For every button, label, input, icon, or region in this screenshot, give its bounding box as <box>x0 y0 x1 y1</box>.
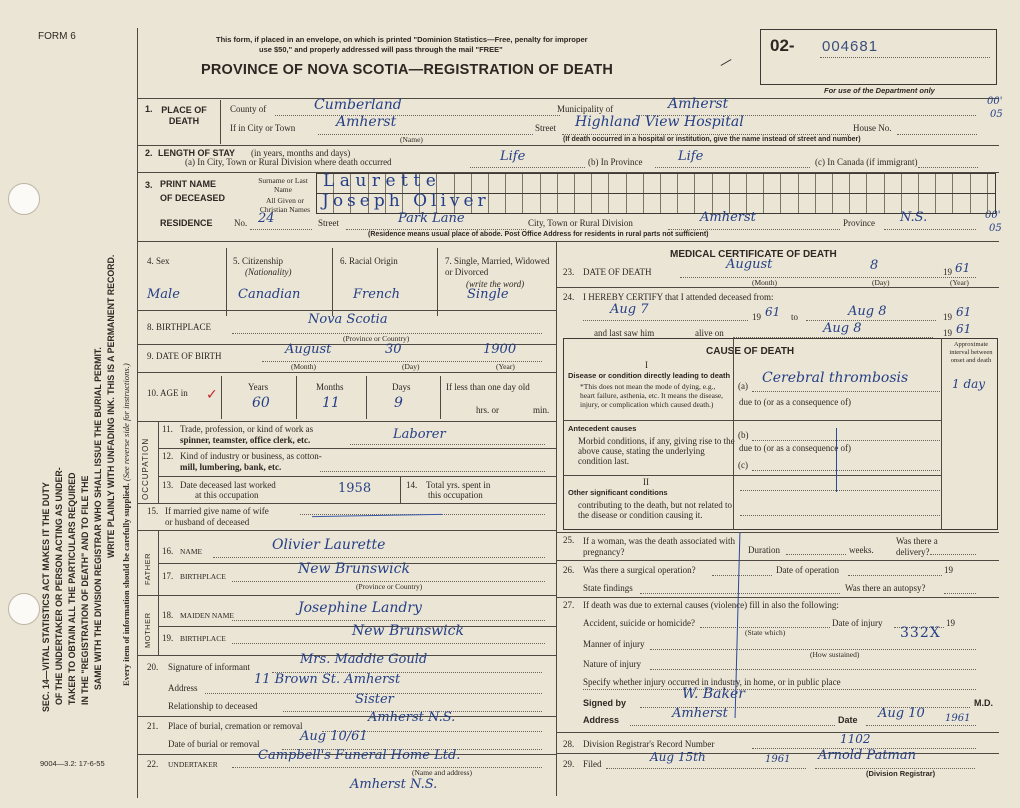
roman-two: II <box>643 477 649 487</box>
letter-cell-divider <box>643 174 644 193</box>
registrar-caption: (Division Registrar) <box>866 769 936 778</box>
municipality-value: Amherst <box>668 96 729 112</box>
birthplace-caption: (Province or Country) <box>343 334 410 343</box>
letter-cell-divider <box>763 174 764 193</box>
death-month-caption: (Month) <box>752 278 777 287</box>
surname-value: Laurette <box>323 171 442 191</box>
undertaker-value: Campbell's Funeral Home Ltd. <box>258 748 461 763</box>
place-label: PLACE OF DEATH <box>161 105 207 126</box>
letter-cell-divider <box>918 174 919 193</box>
signed-address: Amherst <box>672 706 728 721</box>
cause-b-label: (b) <box>738 430 749 440</box>
residence-label: RESIDENCE <box>160 218 213 228</box>
stay-a-value: Life <box>500 149 526 164</box>
years-spent-label-2: this occupation <box>428 490 483 500</box>
cause-title: CAUSE OF DEATH <box>706 346 795 357</box>
name-num: 3. <box>145 180 153 190</box>
state-which-caption: (State which) <box>745 628 786 637</box>
letter-cell-divider <box>866 174 867 193</box>
punch-hole-bottom <box>8 593 40 625</box>
registration-prefix: 02- <box>770 36 795 55</box>
record-label: Division Registrar's Record Number <box>583 739 715 749</box>
side-instructions-line-6: WRITE PLAINLY WITH UNFADING INK. THIS IS A PERMANENT RECORD. <box>106 254 116 558</box>
attended-from: Aug 7 <box>610 302 649 317</box>
letter-cell-divider <box>608 174 609 193</box>
signed-address-label: Address <box>583 715 620 725</box>
letter-cell-divider <box>626 194 627 213</box>
dob-month-caption: (Month) <box>291 362 316 371</box>
informant-address-label: Address <box>168 683 198 693</box>
side-instructions-line-4: IN THE "REGISTRATION OF DEATH" AND TO FILE THE <box>80 475 90 705</box>
citizenship-label: 5. Citizenship <box>233 256 283 266</box>
filed-value: Aug 15th <box>650 750 706 764</box>
residence-no-label: No. <box>234 218 248 228</box>
letter-cell-divider <box>952 174 953 193</box>
letter-cell-divider <box>677 174 678 193</box>
side-instructions-line-1: SEC. 14—VITAL STATISTICS ACT MAKES IT THE DUTY <box>41 482 51 712</box>
letter-cell-divider <box>643 194 644 213</box>
antecedent-note: Morbid conditions, if any, giving rise to the above cause, stating the underlying condition last. <box>578 436 735 466</box>
letter-cell-divider <box>505 194 506 213</box>
letter-cell-divider <box>505 174 506 193</box>
last-saw-label: and last saw him <box>594 328 655 338</box>
letter-cell-divider <box>832 194 833 213</box>
informant-signature: Mrs. Maddie Gould <box>300 652 428 667</box>
left-border <box>137 28 138 798</box>
letter-cell-divider <box>970 174 971 193</box>
to-year: 61 <box>956 305 972 319</box>
nature-label: Nature of injury <box>583 659 641 669</box>
other-conditions-note: contributing to the death, but not related to the disease or condition causing it. <box>578 500 732 520</box>
father-name-label: NAME <box>180 547 203 556</box>
letter-cell-divider <box>780 174 781 193</box>
manner-label: Manner of injury <box>583 639 645 649</box>
letter-cell-divider <box>780 194 781 213</box>
q28-num: 28. <box>563 739 575 749</box>
cause-a-label: (a) <box>738 381 748 391</box>
stay-b-value: Life <box>678 149 704 164</box>
letter-cell-divider <box>522 194 523 213</box>
q19-num: 19. <box>162 633 174 643</box>
surname-label: Surname or Last Name <box>258 176 308 194</box>
q12-num: 12. <box>162 451 174 461</box>
given-label: All Given or Christian Names <box>259 196 311 214</box>
letter-cell-divider <box>626 174 627 193</box>
trade-value: Laborer <box>393 427 446 442</box>
roman-one: I <box>645 360 648 370</box>
letter-cell-divider <box>729 174 730 193</box>
side-instructions-line-2: OF THE UNDERTAKER OR PERSON ACTING AS UNDER- <box>54 467 64 705</box>
to-label: to <box>791 312 799 322</box>
mother-birthplace-label: BIRTHPLACE <box>180 634 226 643</box>
date-op-label: Date of operation <box>776 565 839 575</box>
q23-num: 23. <box>563 267 575 277</box>
letter-cell-divider <box>815 194 816 213</box>
stay-sub: (in years, months and days) <box>251 148 351 158</box>
age-checkmark: ✓ <box>206 387 218 403</box>
father-name: Olivier Laurette <box>272 537 386 553</box>
father-birthplace-label: BIRTHPLACE <box>180 572 226 581</box>
age-years: 60 <box>252 395 270 411</box>
registrar-signature: Arnold Patman <box>818 748 917 763</box>
mother-name-label: MAIDEN NAME <box>180 611 234 620</box>
pregnancy-label: If a woman, was the death associated with pregnancy? <box>583 536 735 557</box>
filed-year: 1961 <box>765 754 791 765</box>
letter-cell-divider <box>952 194 953 213</box>
from-year: 61 <box>765 305 781 319</box>
letter-cell-divider <box>970 194 971 213</box>
cause-c-label: (c) <box>738 460 748 470</box>
form-title: PROVINCE OF NOVA SCOTIA—REGISTRATION OF DEATH <box>201 62 614 78</box>
age-months: 11 <box>322 395 340 411</box>
county-value: Cumberland <box>314 97 402 113</box>
department-note: For use of the Department only <box>824 86 935 95</box>
cause-a-value: Cerebral thrombosis <box>762 370 909 386</box>
from-year-short: 19 <box>752 312 761 322</box>
burial-date-label: Date of burial or removal <box>168 739 260 749</box>
father-birthplace: New Brunswick <box>298 561 410 577</box>
weeks-label: weeks. <box>849 545 874 555</box>
letter-cell-divider <box>746 174 747 193</box>
q18-num: 18. <box>162 610 174 620</box>
alive-year-short: 19 <box>943 328 952 338</box>
alive-label: alive on <box>695 328 724 338</box>
margin-mark-2: 05 <box>990 109 1003 120</box>
letter-cell-divider <box>987 174 988 193</box>
external-label: If death was due to external causes (violence) fill in also the following: <box>583 600 839 610</box>
sex-value: Male <box>147 287 180 302</box>
side-note: Every item of information should be carefully supplied. (See reverse side for instructions.) <box>121 363 131 686</box>
city-value: Amherst <box>336 114 397 130</box>
dob-month: August <box>285 342 332 357</box>
letter-cell-divider <box>884 194 885 213</box>
q15-num: 15. <box>147 506 159 516</box>
signed-date-year: 1961 <box>945 713 971 724</box>
death-year: 61 <box>955 261 971 275</box>
signed-date: Aug 10 <box>878 706 925 721</box>
mother-section-label: MOTHER <box>143 612 152 648</box>
signed-label: Signed by <box>583 698 627 708</box>
street-value: Highland View Hospital <box>575 114 744 130</box>
attended-to: Aug 8 <box>848 304 887 319</box>
municipality-label: Municipality of <box>557 104 614 114</box>
informant-label: Signature of informant <box>168 662 250 672</box>
industry-label-2: mill, lumbering, bank, etc. <box>180 462 282 472</box>
letter-cell-divider <box>987 194 988 213</box>
birthplace-value: Nova Scotia <box>308 312 388 327</box>
sex-label: 4. Sex <box>147 256 170 266</box>
stay-b-label: (b) In Province <box>588 157 643 167</box>
death-year-prefix: 19 <box>943 267 952 277</box>
mail-notice-2: use $50," and properly addressed will pass through the mail "FREE" <box>259 45 503 54</box>
to-year-short: 19 <box>943 312 952 322</box>
registration-number: 004681 <box>822 38 879 55</box>
specify-label: Specify whether injury occurred in industry, in home, or in public place <box>583 677 841 687</box>
op-year-short: 19 <box>944 565 953 575</box>
county-label: County of <box>230 104 267 114</box>
house-label: House No. <box>853 123 892 133</box>
md-label: M.D. <box>974 698 993 708</box>
q16-num: 16. <box>162 546 174 556</box>
certify-label: I HEREBY CERTIFY that I attended deceased from: <box>583 292 774 302</box>
q17-num: 17. <box>162 571 174 581</box>
city-label: If in City or Town <box>230 123 296 133</box>
given-value: Joseph Oliver <box>322 191 490 211</box>
signed-value: W. Baker <box>682 686 745 702</box>
undertaker-label: UNDERTAKER <box>168 760 218 769</box>
dob-day-caption: (Day) <box>402 362 420 371</box>
stay-num: 2. <box>145 148 153 158</box>
residence-province: N.S. <box>900 210 928 225</box>
q13-num: 13. <box>162 480 174 490</box>
less-than-day-label: If less than one day old <box>446 382 530 392</box>
occupation-section-label: OCCUPATION <box>141 437 150 500</box>
residence-no: 24 <box>258 211 275 226</box>
q20-num: 20. <box>147 662 159 672</box>
q29-num: 29. <box>563 759 575 769</box>
father-birthplace-caption: (Province or Country) <box>356 582 423 591</box>
stay-label: LENGTH OF STAY <box>158 148 236 158</box>
letter-cell-divider <box>591 174 592 193</box>
letter-cell-divider <box>660 174 661 193</box>
racial-value: French <box>353 287 400 302</box>
last-worked-label: Date deceased last worked <box>180 480 276 490</box>
record-value: 1102 <box>840 732 871 746</box>
letter-cell-divider <box>660 194 661 213</box>
letter-cell-divider <box>694 174 695 193</box>
death-day: 8 <box>870 258 879 273</box>
racial-label: 6. Racial Origin <box>340 256 398 266</box>
days-label: Days <box>392 382 411 392</box>
spouse-label-2: or husband of deceased <box>165 517 250 527</box>
q24-num: 24. <box>563 292 575 302</box>
alive-year: 61 <box>956 322 972 336</box>
mail-notice-1: This form, if placed in an envelope, on which is printed "Dominion Statistics—Free, penalty for improper <box>216 35 588 44</box>
dob-year-caption: (Year) <box>496 362 515 371</box>
filed-label: Filed <box>583 759 602 769</box>
letter-cell-divider <box>798 174 799 193</box>
trade-label-2: spinner, teamster, office clerk, etc. <box>180 435 311 445</box>
letter-cell-divider <box>712 174 713 193</box>
stay-a-label: (a) In City, Town or Rural Division where death occurred <box>185 157 392 167</box>
print-code: 9004—3.2: 17-6-55 <box>40 759 105 768</box>
death-day-caption: (Day) <box>872 278 890 287</box>
q26-num: 26. <box>563 565 575 575</box>
residence-caption: (Residence means usual place of abode. Post Office Address for residents in rural parts not sufficient) <box>368 231 709 238</box>
letter-cell-divider <box>574 194 575 213</box>
other-conditions-label: Other significant conditions <box>568 488 668 497</box>
accident-label: Accident, suicide or homicide? <box>583 618 695 628</box>
death-month: August <box>726 257 773 272</box>
residence-street-label: Street <box>318 218 339 228</box>
mother-birthplace: New Brunswick <box>352 623 464 639</box>
duration-label: Duration <box>748 545 780 555</box>
margin-mark-1: 00' <box>987 96 1003 107</box>
letter-cell-divider <box>608 194 609 213</box>
letter-cell-divider <box>815 174 816 193</box>
burial-place: Amherst N.S. <box>368 710 456 725</box>
age-days: 9 <box>394 395 403 411</box>
findings-label: State findings <box>583 583 633 593</box>
q27-num: 27. <box>563 600 575 610</box>
relationship-label: Relationship to deceased <box>168 701 258 711</box>
delivery-label: Was there a delivery? <box>896 536 938 557</box>
letter-cell-divider <box>557 174 558 193</box>
medical-title: MEDICAL CERTIFICATE OF DEATH <box>670 249 837 260</box>
undertaker-caption: (Name and address) <box>412 768 472 777</box>
marital-value: Single <box>467 287 509 302</box>
q21-num: 21. <box>147 721 159 731</box>
antecedent-label: Antecedent causes <box>568 424 637 433</box>
form-number: FORM 6 <box>38 31 76 42</box>
name-label-2: OF DECEASED <box>160 193 226 203</box>
surgery-label: Was there a surgical operation? <box>583 565 696 575</box>
industry-label: Kind of industry or business, as cotton- <box>180 451 322 461</box>
cause-a-interval: 1 day <box>952 377 986 391</box>
dob-year: 1900 <box>483 342 517 357</box>
residence-city: Amherst <box>700 210 756 225</box>
letter-cell-divider <box>591 194 592 213</box>
q22-num: 22. <box>147 759 159 769</box>
pen-stroke-vertical-1 <box>836 428 837 492</box>
citizenship-sub: (Nationality) <box>245 267 292 277</box>
letter-cell-divider <box>832 174 833 193</box>
residence-city-label: City, Town or Rural Division <box>528 218 633 228</box>
age-label: 10. AGE in <box>147 388 188 398</box>
due-label-a: due to (or as a consequence of) <box>739 397 851 407</box>
letter-cell-divider <box>935 194 936 213</box>
years-spent-label: Total yrs. spent in <box>426 480 491 490</box>
mother-name: Josephine Landry <box>298 600 422 616</box>
margin-mark-4: 05 <box>989 223 1002 234</box>
birthplace-label: 8. BIRTHPLACE <box>147 322 211 332</box>
side-instructions-line-5: SAME WITH THE DIVISION REGISTRAR WHO SHALL ISSUE THE BURIAL PERMIT. <box>93 347 103 690</box>
street-label: Street <box>535 123 556 133</box>
letter-cell-divider <box>574 174 575 193</box>
name-caption: (Name) <box>400 135 423 144</box>
place-caption: (If death occurred in a hospital or institution, give the name instead of street and number) <box>563 136 861 143</box>
letter-cell-divider <box>557 194 558 213</box>
informant-address: 11 Brown St. Amherst <box>254 672 401 687</box>
marital-label: 7. Single, Married, Widowed or Divorced <box>445 256 550 277</box>
dob-day: 30 <box>385 342 402 357</box>
trade-label: Trade, profession, or kind of work as <box>180 424 314 434</box>
due-label-b: due to (or as a consequence of) <box>739 443 851 453</box>
punch-hole-top <box>8 183 40 215</box>
margin-mark-3: 00' <box>985 210 1001 221</box>
death-year-caption: (Year) <box>950 278 969 287</box>
side-instructions-line-3: TAKER TO OBTAIN ALL THE PARTICULARS REQUIRED <box>67 472 77 705</box>
injury-code: 332X <box>900 625 941 641</box>
spouse-label: If married give name of wife <box>165 506 269 516</box>
residence-street: Park Lane <box>398 211 465 226</box>
citizenship-value: Canadian <box>238 287 301 302</box>
autopsy-label: Was there an autopsy? <box>845 583 926 593</box>
burial-date: Aug 10/61 <box>300 729 368 744</box>
letter-cell-divider <box>677 194 678 213</box>
min-label: min. <box>533 405 550 415</box>
letter-cell-divider <box>866 194 867 213</box>
letter-cell-divider <box>935 174 936 193</box>
dob-label: 9. DATE OF BIRTH <box>147 351 222 361</box>
burial-place-label: Place of burial, cremation or removal <box>168 721 303 731</box>
letter-cell-divider <box>540 174 541 193</box>
injury-year-short: 19 <box>946 618 955 628</box>
letter-cell-divider <box>763 194 764 213</box>
father-section-label: FATHER <box>143 552 152 585</box>
marital-sub: (write the word) <box>466 279 525 289</box>
letter-cell-divider <box>901 174 902 193</box>
how-sustained-caption: (How sustained) <box>810 650 860 659</box>
years-label: Years <box>248 382 269 392</box>
last-worked-label-2: at this occupation <box>195 490 259 500</box>
residence-province-label: Province <box>843 218 875 228</box>
hrs-label: hrs. or <box>476 405 499 415</box>
relationship-value: Sister <box>355 692 394 707</box>
letter-cell-divider <box>884 174 885 193</box>
letter-cell-divider <box>694 194 695 213</box>
q11-num: 11. <box>162 424 173 434</box>
q25-num: 25. <box>563 535 575 545</box>
disease-note: *This does not mean the mode of dying, e.g., heart failure, asthenia, etc. It means the disease, injury, or complication which caused death.) <box>580 382 724 409</box>
undertaker-value-2: Amherst N.S. <box>350 777 438 792</box>
injury-date-label: Date of injury <box>832 618 883 628</box>
stay-c-label: (c) In Canada (if immigrant) <box>815 157 918 167</box>
name-label-1: PRINT NAME <box>160 179 216 189</box>
death-date-label: DATE OF DEATH <box>583 267 652 277</box>
letter-cell-divider <box>849 174 850 193</box>
letter-cell-divider <box>849 194 850 213</box>
interval-label: Approximate interval between onset and death <box>949 341 993 364</box>
place-num: 1. <box>145 104 153 114</box>
letter-cell-divider <box>540 194 541 213</box>
signed-date-label: Date <box>838 715 858 725</box>
disease-label: Disease or condition directly leading to death <box>568 371 731 380</box>
alive-on: Aug 8 <box>823 321 862 336</box>
last-worked-value: 1958 <box>338 481 372 496</box>
months-label: Months <box>316 382 344 392</box>
q14-num: 14. <box>406 480 418 490</box>
letter-cell-divider <box>522 174 523 193</box>
letter-cell-divider <box>798 194 799 213</box>
